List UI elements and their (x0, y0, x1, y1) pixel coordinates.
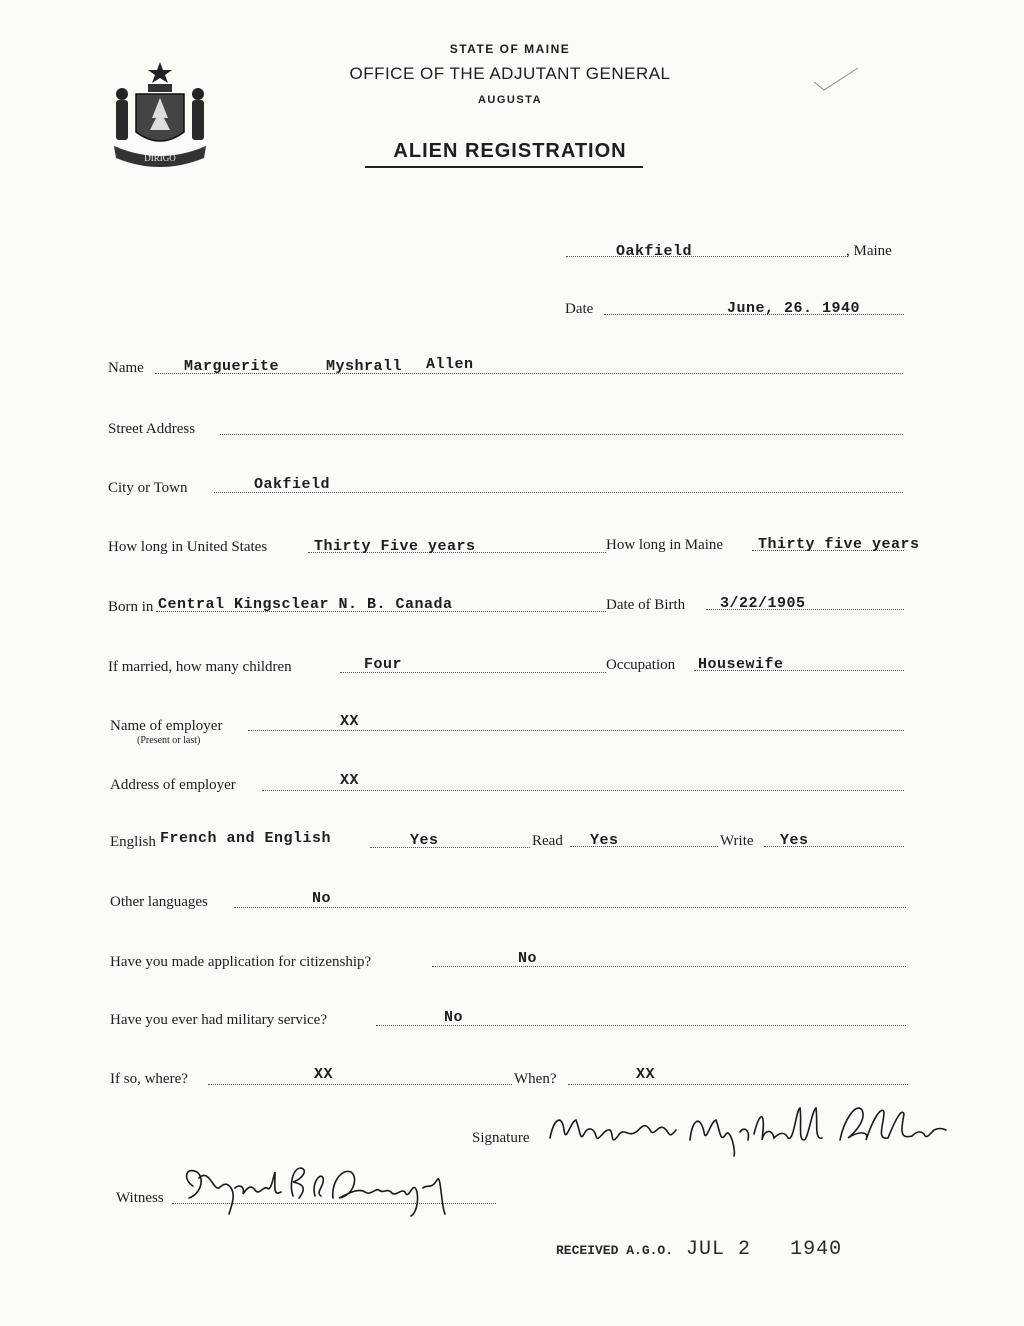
date-value: June, 26. 1940 (727, 300, 861, 317)
citizenship-line (432, 966, 906, 967)
other-languages-line (234, 907, 906, 908)
other-languages-label: Other languages (110, 894, 208, 910)
maine-duration-label: How long in Maine (606, 537, 724, 553)
received-stamp-prefix: RECEIVED A.G.O. (556, 1243, 674, 1258)
english-language: French and English (160, 830, 332, 847)
state-heading: STATE OF MAINE (449, 42, 571, 56)
city-heading: AUGUSTA (477, 94, 543, 106)
place-suffix: , Maine (846, 243, 892, 259)
where-line (208, 1084, 512, 1085)
citizenship-value: No (518, 950, 538, 967)
name-first: Marguerite (184, 358, 280, 375)
office-heading: OFFICE OF THE ADJUTANT GENERAL (349, 64, 671, 83)
children-label: If married, how many children (108, 659, 292, 675)
received-stamp-date: JUL 2 1940 (686, 1238, 843, 1261)
witness-label: Witness (116, 1190, 164, 1206)
street-label: Street Address (108, 421, 196, 437)
town-value: Oakfield (254, 476, 331, 493)
write-value: Yes (780, 832, 809, 849)
place-value: Oakfield (616, 243, 693, 260)
other-languages-value: No (312, 890, 332, 907)
signature-handwriting (540, 1100, 950, 1160)
write-label: Write (720, 833, 754, 849)
us-duration-label: How long in United States (108, 539, 268, 555)
occupation-label: Occupation (606, 657, 676, 673)
english-line (370, 847, 530, 848)
dob-value: 3/22/1905 (720, 595, 806, 612)
place-line (566, 256, 848, 257)
form-title: ALIEN REGISTRATION (393, 140, 627, 162)
where-value: XX (314, 1066, 334, 1083)
employer-address-value: XX (340, 772, 360, 789)
english-value: Yes (410, 832, 439, 849)
when-line (568, 1084, 908, 1085)
witness-signature (175, 1158, 475, 1220)
occupation-value: Housewife (698, 656, 784, 673)
born-label: Born in (108, 599, 154, 615)
signature-label: Signature (472, 1130, 530, 1146)
military-value: No (444, 1009, 464, 1026)
employer-address-label: Address of employer (110, 777, 236, 793)
when-value: XX (636, 1066, 656, 1083)
name-label: Name (108, 360, 144, 376)
citizenship-label: Have you made application for citizenship? (110, 954, 372, 970)
children-value: Four (364, 656, 403, 673)
title-underline (365, 166, 643, 168)
dob-label: Date of Birth (606, 597, 686, 613)
employer-line (248, 730, 904, 731)
town-label: City or Town (108, 480, 188, 496)
employer-label: Name of employer (110, 718, 223, 734)
maine-duration-value: Thirty five years (758, 536, 920, 553)
military-label: Have you ever had military service? (110, 1012, 327, 1028)
when-label: When? (514, 1071, 557, 1087)
name-last: Allen (426, 356, 474, 373)
read-value: Yes (590, 832, 619, 849)
where-label: If so, where? (110, 1071, 188, 1087)
born-value: Central Kingsclear N. B. Canada (158, 596, 453, 613)
seal-motto: DIRIGO (144, 153, 176, 163)
street-line (220, 434, 903, 435)
employer-address-line (262, 790, 904, 791)
employer-note: (Present or last) (137, 735, 201, 746)
date-label: Date (565, 301, 594, 317)
name-middle: Myshrall (326, 358, 403, 375)
received-stamp (556, 1238, 842, 1261)
employer-value: XX (340, 713, 360, 730)
read-label: Read (532, 833, 563, 849)
us-duration-value: Thirty Five years (314, 538, 476, 555)
english-label: English (110, 834, 156, 850)
